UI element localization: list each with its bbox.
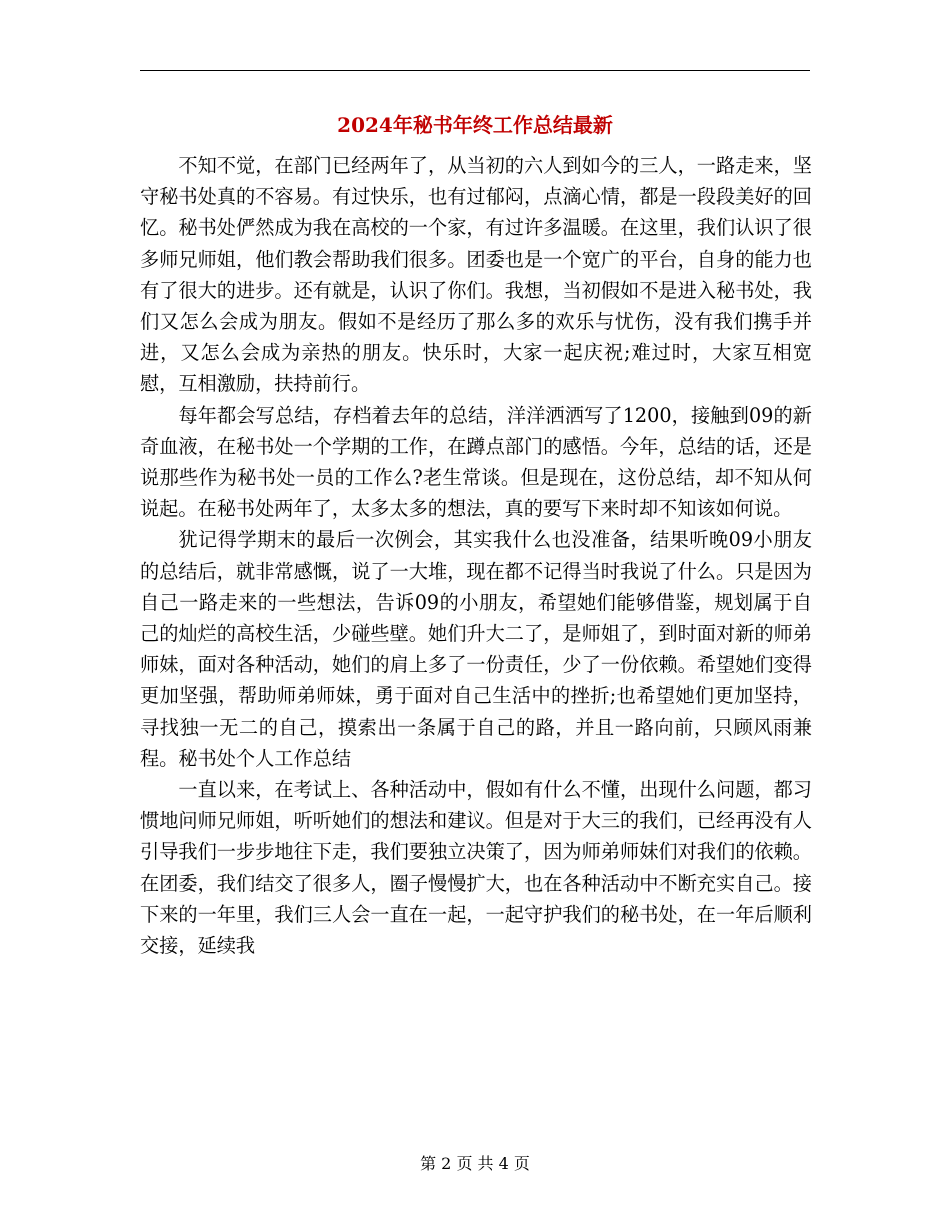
paragraph-2: 每年都会写总结，存档着去年的总结，洋洋洒洒写了1200，接触到09的新奇血液，在秘书处一个学期的工作，在蹲点部门的感悟。今年，总结的话，还是说那些作为秘书处一员的工作么?老生常谈。但是现在，这份总结，却不知从何说起。在秘书处两年了，太多太多的想法，真的要写下来时却不知该如何说。 (140, 403, 812, 521)
document-body (140, 150, 812, 961)
paragraph-4: 一直以来，在考试上、各种活动中，假如有什么不懂，出现什么问题，都习惯地问师兄师姐，听听她们的想法和建议。但是对于大三的我们，已经再没有人引导我们一步步地往下走，我们要独立决策了，因为师弟师妹们对我们的依赖。在团委，我们结交了很多人，圈子慢慢扩大，也在各种活动中不断充实自己。接下来的一年里，我们三人会一直在一起，一起守护我们的秘书处，在一年后顺利交接，延续我 (140, 778, 812, 958)
paragraph-3: 犹记得学期末的最后一次例会，其实我什么也没准备，结果听晚09小朋友的总结后，就非常感慨，说了一大堆，现在都不记得当时我说了什么。只是因为自己一路走来的一些想法，告诉09的小朋友，希望她们能够借鉴，规划属于自己的灿烂的高校生活，少碰些壁。她们升大二了，是师姐了，到时面对新的师弟师妹，面对各种活动，她们的肩上多了一份责任，少了一份依赖。希望她们变得更加坚强，帮助师弟师妹，勇于面对自己生活中的挫折;也希望她们更加坚持，寻找独一无二的自己，摸索出一条属于自己的路，并且一路向前，只顾风雨兼程。秘书处个人工作总结 (140, 528, 812, 770)
header-rule (140, 70, 810, 71)
document-title: 2024年秘书年终工作总结最新 (337, 113, 613, 137)
page-number-footer: 第 2 页 共 4 页 (420, 1154, 530, 1173)
paragraph-1: 不知不觉，在部门已经两年了，从当初的六人到如今的三人，一路走来，坚守秘书处真的不容易。有过快乐，也有过郁闷，点滴心情，都是一段段美好的回忆。秘书处俨然成为我在高校的一个家，有过许多温暖。在这里，我们认识了很多师兄师姐，他们教会帮助我们很多。团委也是一个宽广的平台，自身的能力也有了很大的进步。还有就是，认识了你们。我想，当初假如不是进入秘书处，我们又怎么会成为朋友。假如不是经历了那么多的欢乐与忧伤，没有我们携手并进，又怎么会成为亲热的朋友。快乐时，大家一起庆祝;难过时，大家互相宽慰，互相激励，扶持前行。 (140, 154, 812, 396)
